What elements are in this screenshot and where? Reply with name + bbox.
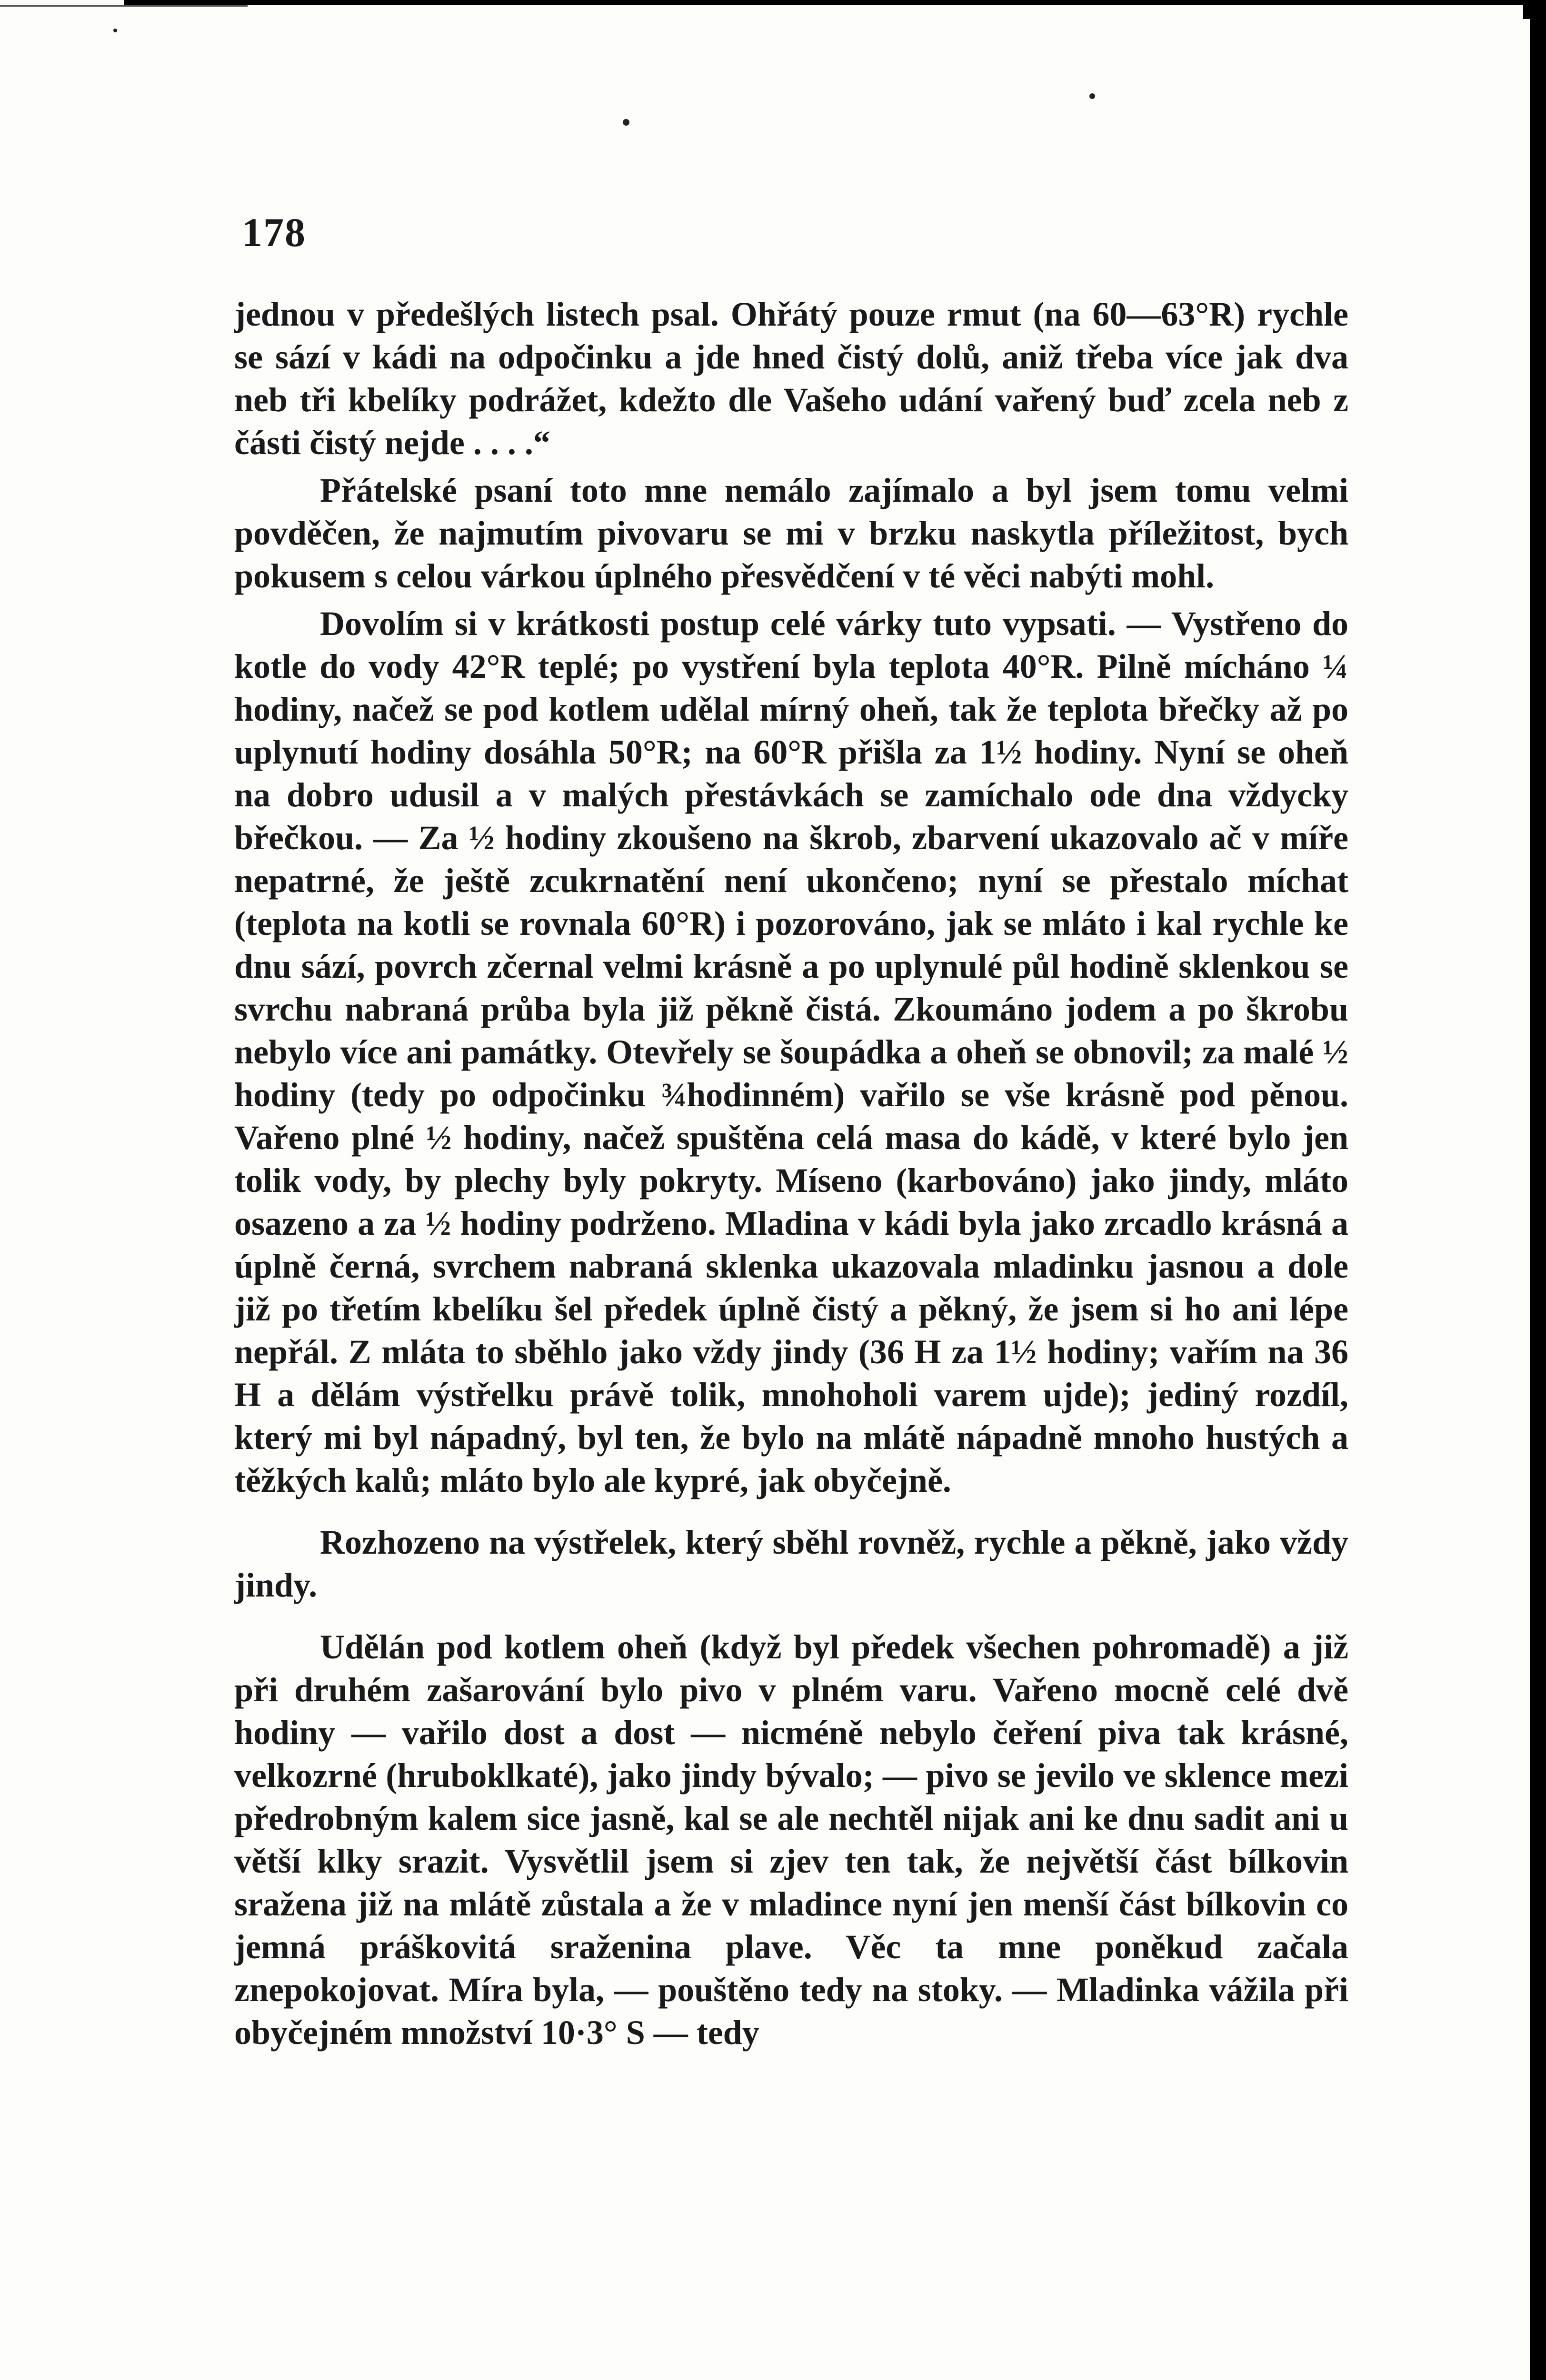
page-number: 178 bbox=[242, 209, 306, 255]
paragraph-1: jednou v předešlých listech psal. Ohřátý pouze rmut (na 60—63°R) rychle se sází v kádi na odpočinku a jde hned čistý dolů, aniž třeba více jak dva neb tři kbelíky podrážet, kdežto dle Vašeho udání vařený buď zcela neb z části čistý nejde . . . .“ bbox=[234, 295, 1348, 462]
paper-speck bbox=[113, 29, 117, 32]
scan-border-top bbox=[124, 0, 1533, 5]
paragraph-2: Přátelské psaní toto mne nemálo zajímalo a byl jsem tomu velmi povděčen, že najmutím pivovaru se mi v brzku naskytla příležitost, bych pokusem s celou várkou úplného přesvědčení v té věci nabýti mohl. bbox=[234, 471, 1348, 595]
scan-corner-mark bbox=[1523, 0, 1530, 19]
paragraph-3: Dovolím si v krátkosti postup celé várky tuto vypsati. — Vystřeno do kotle do vody 42°R teplé; po vystření byla teplota 40°R. Pilně mícháno ¼ hodiny, načež se pod kotlem udělal mírný oheň, tak že teplota břečky až po uplynutí hodiny dosáhla 50°R; na 60°R přišla za 1½ hodiny. Nyní se oheň na dobro udusil a v malých přestávkách se zamíchalo ode dna vždycky břečkou. — Za ½ hodiny zkoušeno na škrob, zbarvení ukazovalo ač v míře nepatrné, že ještě zcukrnatění není ukončeno; nyní se přestalo míchat (teplota na kotli se rovnala 60°R) i pozorováno, jak se mláto i kal rychle ke dnu sází, povrch zčernal velmi krásně a po uplynulé půl hodině sklenkou se svrchu nabraná průba byla již pěkně čistá. Zkoumáno jodem a po škrobu nebylo více ani památky. Otevřely se šoupádka a oheň se obnovil; za malé ½ hodiny (tedy po odpočinku ¾hodinném) vařilo se vše krásně pod pěnou. Vařeno plné ½ hodiny, načež spuštěna celá masa do kádě, v které bylo jen tolik vody, by plechy byly pokryty. Míseno (karbováno) jako jindy, mláto osazeno a za ½ hodiny podrženo. Mladina v kádi byla jako zrcadlo krásná a úplně černá, svrchem nabraná sklenka ukazovala mladinku jasnou a dole již po třetím kbelíku šel předek úplně čistý a pěkný, že jsem si ho ani lépe nepřál. Z mláta to sběhlo jako vždy jindy (36 H za 1½ hodiny; vařím na 36 H a dělám výstřelku právě tolik, mnohoholi varem ujde); jediný rozdíl, který mi byl nápadný, byl ten, že bylo na mlátě nápadně mnoho hustých a těžkých kalů; mláto bylo ale kypré, jak obyčejně. bbox=[234, 605, 1348, 1499]
paper-speck bbox=[623, 119, 629, 126]
paragraph-4: Rozhozeno na výstřelek, který sběhl rovněž, rychle a pěkně, jako vždy jindy. bbox=[234, 1523, 1348, 1604]
scan-border-top-left bbox=[0, 5, 248, 7]
paper-speck bbox=[1089, 93, 1095, 99]
paragraph-5: Udělán pod kotlem oheň (když byl předek všechen pohromadě) a již při druhém zašarování bylo pivo v plném varu. Vařeno mocně celé dvě hodiny — vařilo dost a dost — nicméně nebylo čeření piva tak krásné, velkozrné (hruboklkaté), jako jindy bývalo; — pivo se jevilo ve sklence mezi předrobným kalem sice jasně, kal se ale nechtěl nijak ani ke dnu sadit ani u větší klky srazit. Vysvětlil jsem si zjev ten tak, že největší část bílkovin sražena již na mlátě zůstala a že v mladince nyní jen menší část bílkovin co jemná práškovitá sraženina plave. Věc ta mne poněkud začala znepokojovat. Míra byla, — pouštěno tedy na stoky. — Mladinka vážila při obyčejném množství 10·3° S — tedy bbox=[234, 1628, 1348, 2052]
scan-border-right bbox=[1530, 0, 1546, 2380]
body-text bbox=[234, 293, 1348, 2054]
